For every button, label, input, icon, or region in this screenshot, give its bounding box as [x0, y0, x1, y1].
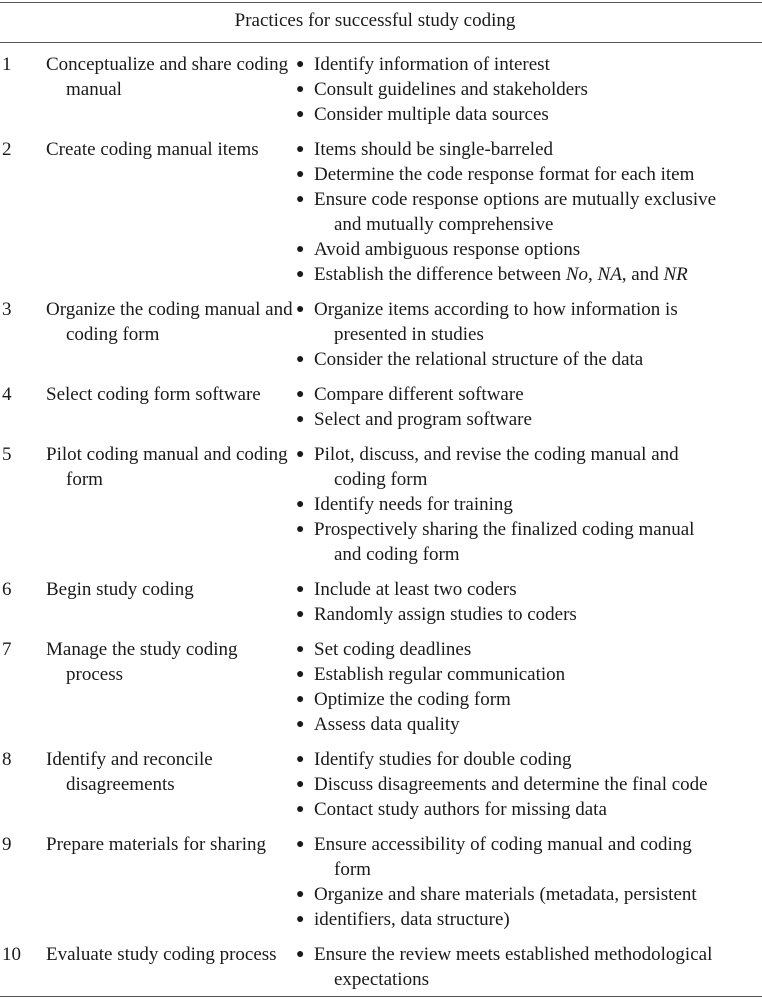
- bullet-icon: ●: [296, 667, 305, 682]
- step-name: Manage the study coding process: [46, 639, 238, 685]
- table-title: Practices for successful study coding: [234, 10, 516, 31]
- practice-list: [294, 747, 762, 822]
- bullet-icon: ●: [296, 947, 305, 962]
- bullet-icon: ●: [296, 692, 305, 707]
- practice-item: [294, 907, 762, 932]
- practice-text: Avoid ambiguous response options: [314, 239, 581, 260]
- practice-text: Discuss disagreements and determine the final code: [314, 774, 708, 795]
- bullet-icon: ●: [296, 82, 305, 97]
- header-rule: [0, 42, 762, 43]
- step-number: 2: [2, 139, 12, 160]
- bullet-icon: ●: [296, 192, 305, 207]
- practice-list: [294, 637, 762, 737]
- bullet-icon: ●: [296, 412, 305, 427]
- step-number: 8: [2, 749, 12, 770]
- practice-item: [294, 942, 762, 992]
- practice-text: Identify studies for double coding: [314, 749, 572, 770]
- table-row: [0, 382, 762, 432]
- practice-text: Optimize the coding form: [314, 689, 511, 710]
- bullet-icon: ●: [296, 752, 305, 767]
- practice-list: [294, 832, 762, 932]
- practice-text: Consider the relational structure of the data: [314, 349, 644, 370]
- practice-list: [294, 382, 762, 432]
- practice-text-continuation: and mutually comprehensive: [334, 214, 554, 235]
- practice-text: Identify needs for training: [314, 494, 513, 515]
- bullet-icon: ●: [296, 912, 305, 927]
- practice-text: identifiers, data structure): [314, 909, 510, 930]
- practice-list: [294, 297, 762, 372]
- practice-item: [294, 602, 762, 627]
- bullet-icon: ●: [296, 582, 305, 597]
- practice-text: Prospectively sharing the finalized coding manual: [314, 519, 695, 540]
- practice-item: [294, 687, 762, 712]
- practice-item: [294, 882, 762, 907]
- bullet-icon: ●: [296, 497, 305, 512]
- practice-item: [294, 187, 762, 237]
- abbreviation-term: No: [565, 264, 589, 285]
- practice-text: Randomly assign studies to coders: [314, 604, 577, 625]
- practice-item: [294, 517, 762, 567]
- table-row: [0, 942, 762, 992]
- step-number: 7: [2, 639, 12, 660]
- step-name: Organize the coding manual and coding form: [46, 299, 293, 345]
- practice-text: Organize items according to how information is: [314, 299, 678, 320]
- top-rule: [0, 2, 762, 3]
- step-number: 5: [2, 444, 12, 465]
- table-row: [0, 442, 762, 567]
- practice-text-continuation: and coding form: [334, 544, 460, 565]
- practice-text-fragment: ,: [588, 264, 598, 285]
- practice-item: [294, 492, 762, 517]
- step-number: 4: [2, 384, 12, 405]
- practice-text: Assess data quality: [314, 714, 460, 735]
- practice-item: [294, 442, 762, 492]
- bullet-icon: ●: [296, 352, 305, 367]
- practice-text: Pilot, discuss, and revise the coding manual and: [314, 444, 679, 465]
- practice-text: Ensure code response options are mutually exclusive: [314, 189, 717, 210]
- bullet-icon: ●: [296, 717, 305, 732]
- practice-text: Determine the code response format for each item: [314, 164, 695, 185]
- practice-item: [294, 347, 762, 372]
- practice-item: [294, 77, 762, 102]
- practice-text: Ensure the review meets established methodological: [314, 944, 713, 965]
- table-row: [0, 577, 762, 627]
- step-name: Select coding form software: [46, 384, 261, 405]
- practice-item: [294, 52, 762, 77]
- abbreviation-term: NA: [597, 264, 622, 285]
- bullet-icon: ●: [296, 107, 305, 122]
- bullet-icon: ●: [296, 387, 305, 402]
- practice-item: [294, 237, 762, 262]
- practice-text: Select and program software: [314, 409, 532, 430]
- step-number: 9: [2, 834, 12, 855]
- practice-list: [294, 442, 762, 567]
- practice-item: [294, 712, 762, 737]
- practice-text-continuation: coding form: [334, 469, 428, 490]
- practice-text-continuation: expectations: [334, 969, 429, 990]
- practice-item: [294, 162, 762, 187]
- table-body: [0, 52, 762, 1002]
- table-row: [0, 297, 762, 372]
- bullet-icon: ●: [296, 267, 305, 282]
- practice-item: [294, 577, 762, 602]
- bullet-icon: ●: [296, 302, 305, 317]
- practice-item: [294, 137, 762, 162]
- bullet-icon: ●: [296, 777, 305, 792]
- practice-item: [294, 662, 762, 687]
- practice-text: Consult guidelines and stakeholders: [314, 79, 588, 100]
- practice-text: [314, 262, 762, 287]
- practice-item: [294, 297, 762, 347]
- table-row: [0, 52, 762, 127]
- bullet-icon: ●: [296, 142, 305, 157]
- bullet-icon: ●: [296, 802, 305, 817]
- step-name: Conceptualize and share coding manual: [46, 54, 289, 100]
- bullet-icon: ●: [296, 242, 305, 257]
- step-number: 1: [2, 54, 12, 75]
- step-name: Begin study coding: [46, 579, 194, 600]
- practice-text-fragment: Establish the difference between: [314, 264, 566, 285]
- practice-text-fragment: , and: [621, 264, 664, 285]
- practice-text: Consider multiple data sources: [314, 104, 549, 125]
- step-name: Pilot coding manual and coding form: [46, 444, 288, 490]
- step-name: Prepare materials for sharing: [46, 834, 266, 855]
- practice-text: Ensure accessibility of coding manual and coding: [314, 834, 692, 855]
- table-row: [0, 637, 762, 737]
- bullet-icon: ●: [296, 837, 305, 852]
- bullet-icon: ●: [296, 887, 305, 902]
- abbreviation-term: NR: [663, 264, 688, 285]
- step-name: Create coding manual items: [46, 139, 259, 160]
- table-row: [0, 747, 762, 822]
- practice-item: [294, 797, 762, 822]
- practice-item: [294, 772, 762, 797]
- practice-text-continuation: form: [334, 859, 371, 880]
- step-number: 3: [2, 299, 12, 320]
- practice-item: [294, 832, 762, 882]
- step-name: Identify and reconcile disagreements: [46, 749, 213, 795]
- bullet-icon: ●: [296, 57, 305, 72]
- practice-item: [294, 382, 762, 407]
- bullet-icon: ●: [296, 447, 305, 462]
- practice-text: Organize and share materials (metadata, persistent: [314, 884, 697, 905]
- step-name: Evaluate study coding process: [46, 944, 277, 965]
- practice-text: Set coding deadlines: [314, 639, 472, 660]
- practice-text: Establish regular communication: [314, 664, 566, 685]
- practice-item: [294, 637, 762, 662]
- bottom-rule: [0, 996, 762, 997]
- practice-text-continuation: presented in studies: [334, 324, 484, 345]
- practice-text: Include at least two coders: [314, 579, 517, 600]
- bullet-icon: ●: [296, 607, 305, 622]
- practice-text: Compare different software: [314, 384, 524, 405]
- table-row: [0, 137, 762, 287]
- practice-text: Contact study authors for missing data: [314, 799, 607, 820]
- practice-item: [294, 407, 762, 432]
- bullet-icon: ●: [296, 167, 305, 182]
- practice-list: [294, 577, 762, 627]
- practice-item: [294, 747, 762, 772]
- practice-item: [294, 262, 762, 287]
- step-number: 10: [2, 944, 21, 965]
- practice-text: Identify information of interest: [314, 54, 550, 75]
- table-row: [0, 832, 762, 932]
- practice-list: [294, 52, 762, 127]
- practice-list: [294, 137, 762, 287]
- practice-list: [294, 942, 762, 992]
- practice-text: Items should be single-barreled: [314, 139, 554, 160]
- bullet-icon: ●: [296, 522, 305, 537]
- bullet-icon: ●: [296, 642, 305, 657]
- step-number: 6: [2, 579, 12, 600]
- practice-item: [294, 102, 762, 127]
